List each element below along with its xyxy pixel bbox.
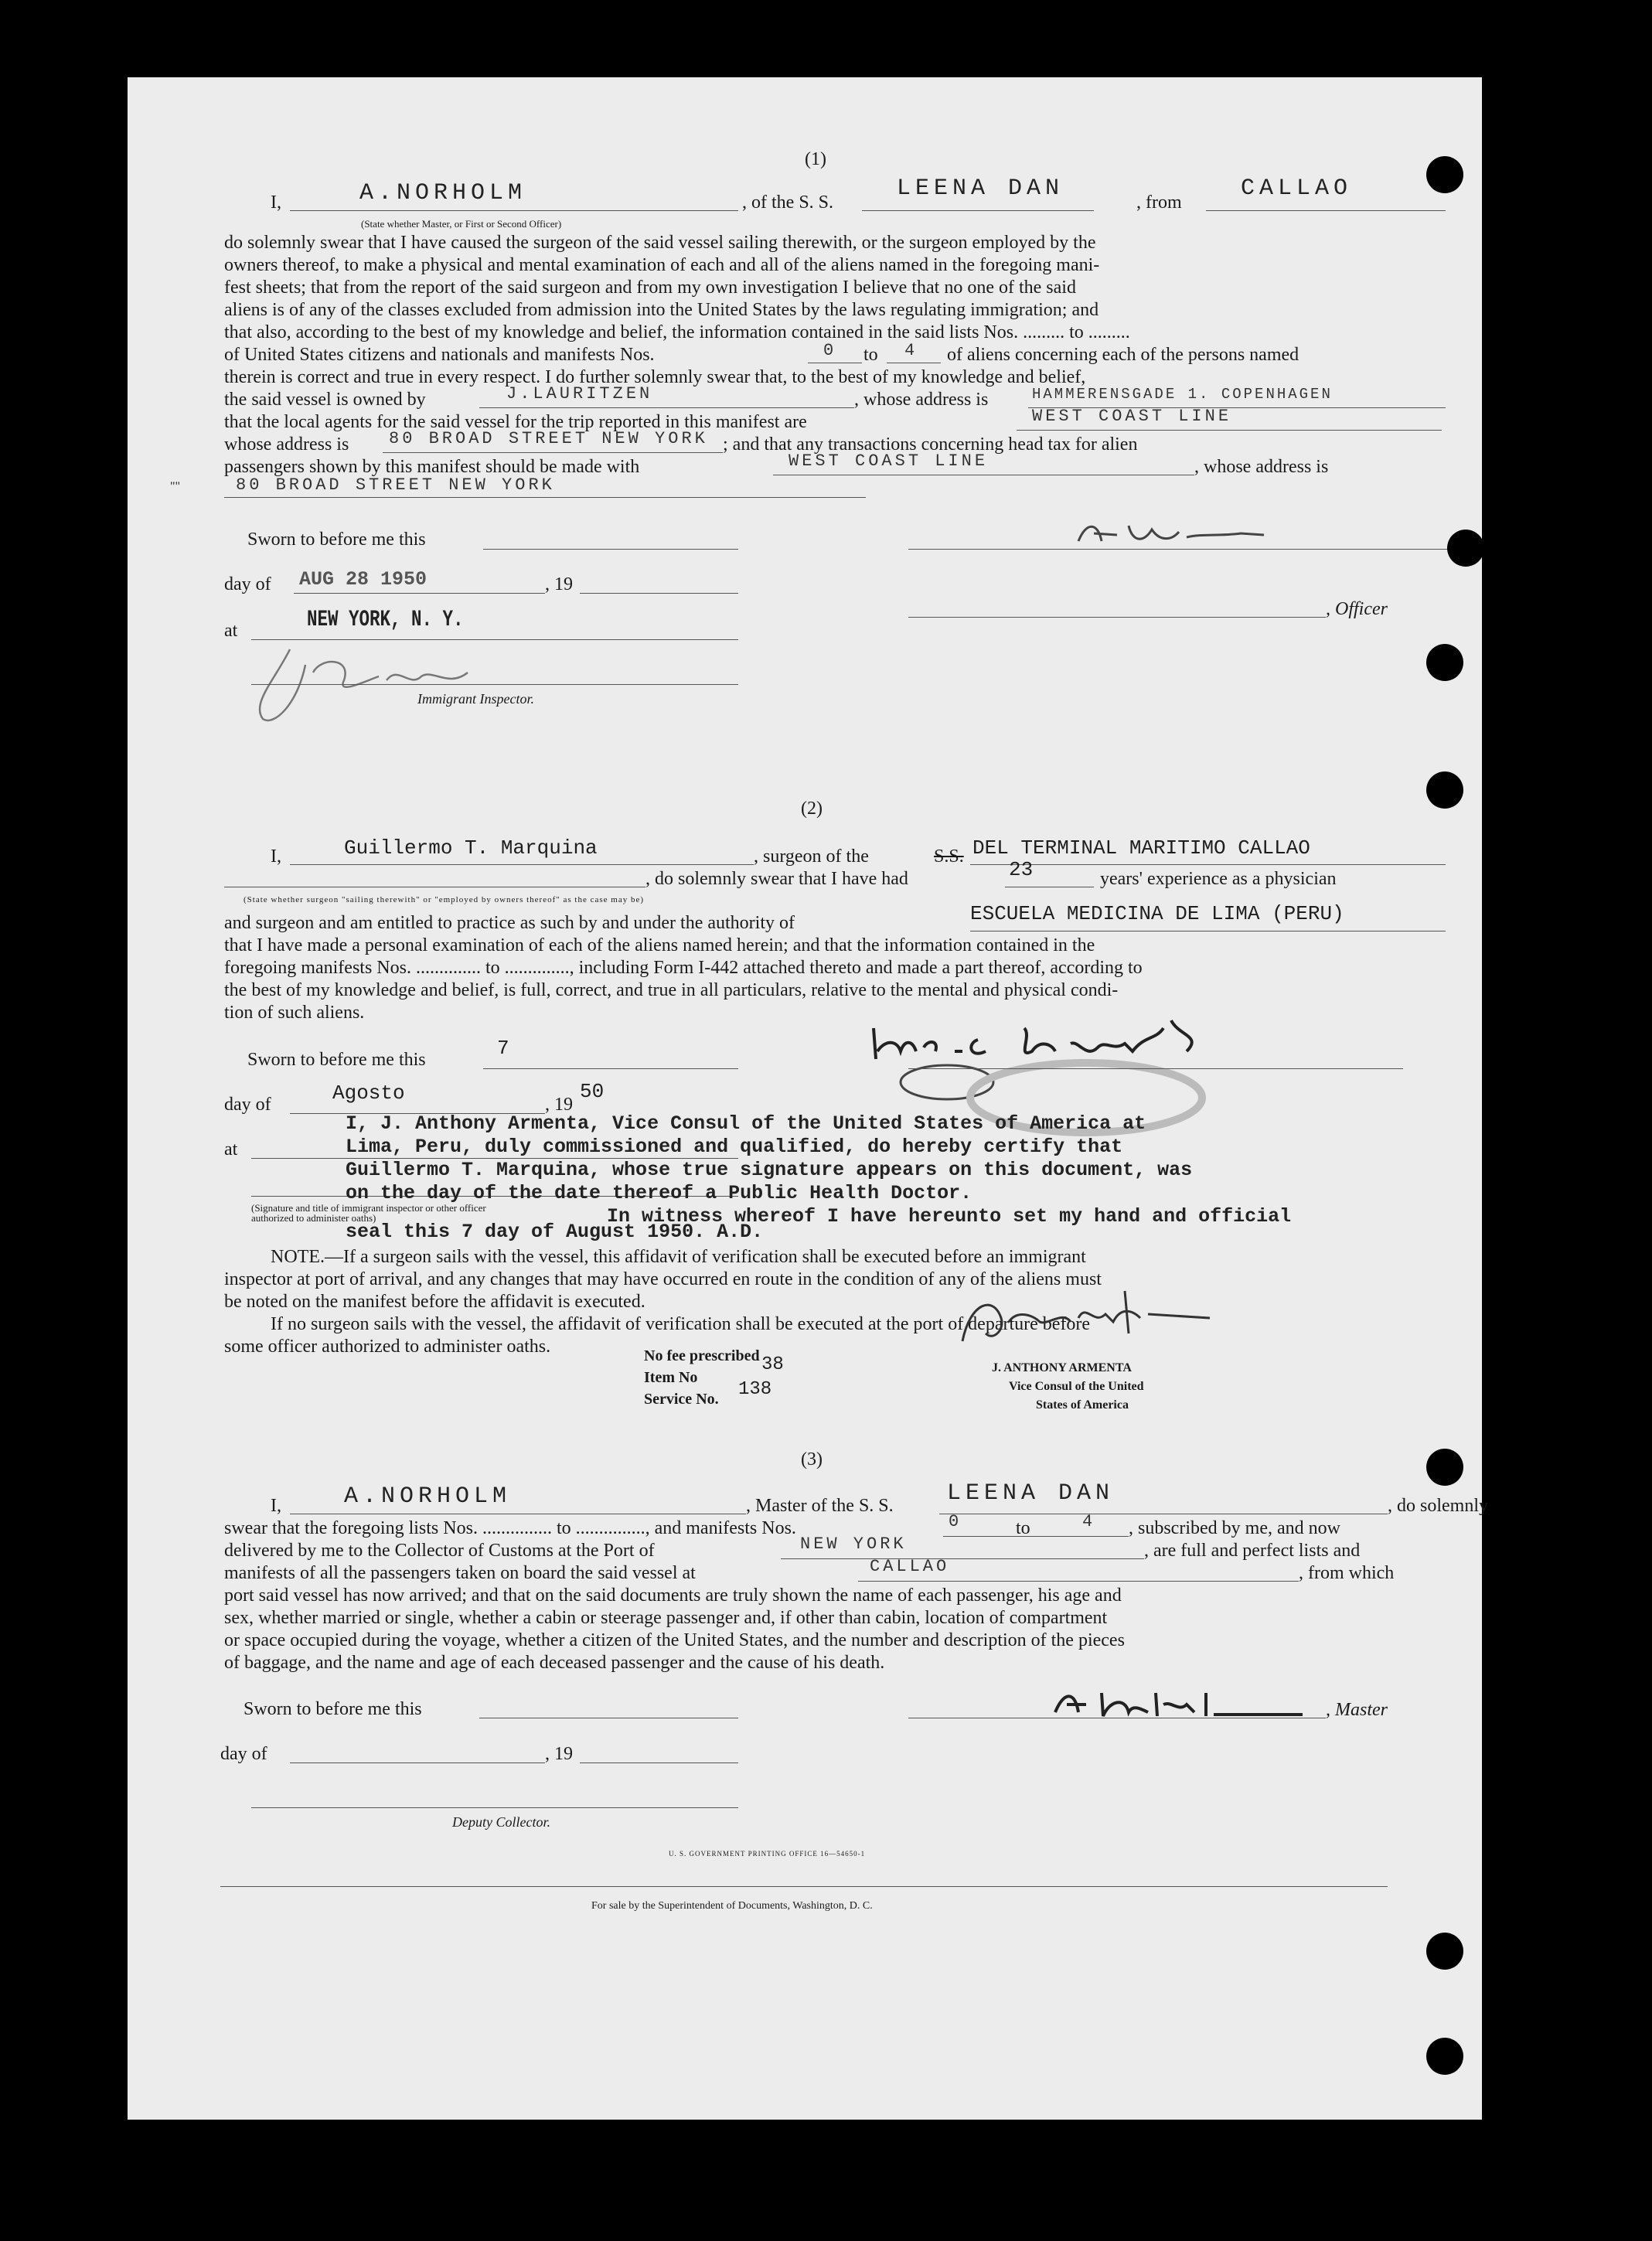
fill-line [858,1581,1299,1582]
service-label: Service No. [644,1391,719,1408]
punch-hole [1426,1449,1463,1486]
body-line: therein is correct and true in every respect. I do further solemnly swear that, to the best of my knowledge and belief, [224,367,1086,387]
note-line: NOTE.—If a surgeon sails with the vessel, this affidavit of verification shall be executed before an immigrant [271,1247,1086,1267]
body-line: that the local agents for the said vessel for the trip reported in this manifest are [224,412,807,432]
line5: the best of my knowledge and belief, is full, correct, and true in all particulars, relative to the mental and physical condi- [224,980,1119,1000]
fill-line [224,497,866,498]
body-line: owners thereof, to make a physical and mental examination of each and all of the aliens named in the foregoing mani- [224,255,1100,275]
fill-line [580,593,738,594]
deputy-label: Deputy Collector. [452,1814,550,1830]
consul-text-line: seal this 7 day of August 1950. A.D. [346,1221,764,1243]
fill-line [970,864,1446,865]
headtax-address: 80 BROAD STREET NEW YORK [236,475,555,495]
had-label: , do solemnly swear that I have had [645,869,908,889]
master-label: , Master [1326,1700,1388,1720]
agents-address: 80 BROAD STREET NEW YORK [389,429,708,448]
section-1-number: (1) [805,149,826,169]
body-line: passengers shown by this manifest should be made with [224,457,640,477]
day-of-label: day of [220,1744,267,1764]
body-line: fest sheets; that from the report of the said surgeon and from my own investigation I believe that no one of the said [224,278,1076,298]
i-label: I, [271,1496,281,1516]
line2a: swear that the foregoing lists Nos. ............... to ..............., and manifests Nos. [224,1518,796,1538]
fill-line [580,1762,738,1763]
master-name: A.NORHOLM [344,1483,512,1510]
i-label: I, [271,192,281,213]
line4b: , from which [1299,1563,1395,1583]
sworn-day: 7 [497,1037,509,1060]
owner-name: J.LAURITZEN [506,384,653,404]
sworn-label: Sworn to before me this [247,1050,426,1070]
month: Agosto [332,1081,405,1105]
fill-line [908,549,1449,550]
fill-line [1206,210,1446,211]
fill-line [862,210,1094,211]
fill-line [908,617,1326,618]
fill-line [483,549,738,550]
man-from: 0 [949,1512,962,1531]
manifest-to: 4 [904,341,918,360]
ship-name: LEENA DAN [947,1480,1115,1507]
section-2-number: (2) [801,799,823,819]
body-line: or space occupied during the voyage, whether a citizen of the United States, and the number and description of the pieces [224,1630,1125,1650]
note-line: some officer authorized to administer oaths. [224,1337,551,1357]
surgeon-of: , surgeon of the [754,846,869,867]
body-line: aliens is of any of the classes excluded from admission into the United States by the laws regulating immigration; and [224,300,1099,320]
fill-line [251,1807,738,1808]
consul-signature [947,1279,1241,1357]
state-note: (State whether Master, or First or Second Officer) [361,218,562,230]
margin-mark: "" [170,480,181,493]
to-label: to [1016,1518,1030,1538]
sale-note: For sale by the Superintendent of Documents, Washington, D. C. [591,1900,873,1912]
body-line: of United States citizens and nationals and manifests Nos. [224,345,655,365]
body-line: do solemnly swear that I have caused the surgeon of the said vessel sailing therewith, or the surgeon employed by the [224,233,1096,253]
boarded-at: CALLAO [870,1557,950,1576]
agents: WEST COAST LINE [1032,407,1232,426]
line4: foregoing manifests Nos. .............. to .............., including Form I-442 attached thereto and made a part thereof, according to [224,958,1143,978]
surgeon-name: Guillermo T. Marquina [344,836,598,860]
master-signature [1055,510,1403,557]
consul-text-line: In witness whereof I have hereunto set my hand and official [607,1205,1292,1228]
year-suffix: 50 [580,1080,605,1103]
sig-note: (Signature and title of immigrant inspector or other officer authorized to administer oaths) [251,1202,486,1224]
sworn-label: Sworn to before me this [244,1699,422,1719]
punch-hole [1447,530,1484,567]
line2: and surgeon and am entitled to practice as such by and under the authority of [224,913,795,933]
inspector-label: Immigrant Inspector. [417,691,534,707]
sworn-label: Sworn to before me this [247,530,426,550]
fill-line [908,1068,1403,1069]
consul-text-line: I, J. Anthony Armenta, Vice Consul of the United States of America at [346,1112,1146,1135]
port-from: CALLAO [1241,175,1353,202]
punch-hole [1426,156,1463,193]
owner-address: HAMMERENSGADE 1. COPENHAGEN [1032,386,1333,403]
printing-office: U. S. GOVERNMENT PRINTING OFFICE 16—54650-1 [669,1850,866,1858]
port: NEW YORK [800,1534,907,1554]
body-line: port said vessel has now arrived; and that on the said documents are truly shown the name of each passenger, his age and [224,1585,1122,1606]
fill-line [290,864,754,865]
line3a: delivered by me to the Collector of Customs at the Port of [224,1541,655,1561]
at-label: at [224,1139,238,1160]
consul-stamp-line: Vice Consul of the United [1009,1380,1144,1393]
master-name: A.NORHOLM [359,180,527,206]
line3: that I have made a personal examination of each of the aliens named herein; and that the information contained in the [224,935,1095,955]
fill-line [943,1536,1129,1537]
solemnly: , do solemnly [1388,1496,1488,1516]
punch-hole [1426,771,1463,809]
at-label: at [224,621,238,641]
consul-text-line: Lima, Peru, duly commissioned and qualified, do hereby certify that [346,1136,1123,1158]
consul-stamp-line: J. ANTHONY ARMENTA [992,1361,1132,1374]
ss-label: , of the S. S. [742,192,834,213]
consul-text-line: Guillermo T. Marquina, whose true signature appears on this document, was [346,1159,1193,1181]
note-line: inspector at port of arrival, and any changes that may have occurred en route in the condition of any of the aliens must [224,1269,1102,1289]
fill-line [290,210,738,211]
headtax-with: WEST COAST LINE [789,451,989,471]
day-of-label: day of [224,1095,271,1115]
day-of-label: day of [224,574,271,594]
to-label: to [863,345,878,365]
punch-hole [1426,1933,1463,1970]
document-page [128,77,1488,2120]
fill-line [294,593,545,594]
headtax-tail: , whose address is [1194,457,1329,477]
year-label: , 19 [545,574,573,594]
note-line: If no surgeon sails with the vessel, the affidavit of verification shall be executed at the port of departure before [271,1314,1091,1334]
institution: DEL TERMINAL MARITIMO CALLAO [972,836,1310,860]
year-label: , 19 [545,1744,573,1764]
footer-rule [220,1886,1388,1887]
master-of: , Master of the S. S. [746,1496,894,1516]
fee-label: No fee prescribed [644,1347,760,1364]
officer-label: , Officer [1326,599,1388,619]
fill-line [383,452,723,453]
body-line: whose address is [224,434,349,455]
year-label: , 19 [545,1095,573,1115]
authority: ESCUELA MEDICINA DE LIMA (PERU) [970,902,1344,925]
line4a: manifests of all the passengers taken on board the said vessel at [224,1563,696,1583]
consul-stamp-line: States of America [1036,1398,1129,1412]
fill-line [290,1762,545,1763]
line6: tion of such aliens. [224,1003,365,1023]
note-line: be noted on the manifest before the affidavit is executed. [224,1292,645,1312]
owner-address-label: , whose address is [854,390,989,410]
body-line: the said vessel is owned by [224,390,426,410]
body-line: that also, according to the best of my knowledge and belief, the information contained in the said lists Nos. ......... to ......... [224,322,1130,342]
state-note: (State whether surgeon "sailing therewith" or "employed by owners thereof" as the case may be) [244,895,645,904]
manifest-tail: of aliens concerning each of the persons named [947,345,1299,365]
years-tail: years' experience as a physician [1100,869,1337,889]
ship-name: LEENA DAN [897,175,1064,202]
punch-hole [1426,2038,1463,2075]
manifest-from: 0 [823,341,837,360]
fill-line [251,684,738,685]
years-value: 23 [1009,858,1034,881]
struck-ss: S.S. [934,846,964,867]
fill-line [483,1068,738,1069]
place-stamp: NEW YORK, N. Y. [307,607,464,633]
fill-line [1017,430,1442,431]
item-label: Item No [644,1369,698,1386]
from-label: , from [1136,192,1182,213]
item-no: 38 [761,1354,784,1375]
consul-text-line: on the day of the date thereof a Public Health Doctor. [346,1182,972,1204]
fill-line [479,407,854,408]
body-line: of baggage, and the name and age of each deceased passenger and the cause of his death. [224,1653,885,1673]
line2b: , subscribed by me, and now [1129,1518,1340,1538]
surgeon-signature [839,1005,1272,1129]
service-no: 138 [738,1379,772,1400]
punch-hole [1426,644,1463,681]
date-stamp: AUG 28 1950 [299,568,427,591]
agents-tail: ; and that any transactions concerning head tax for alien [723,434,1138,455]
i-label: I, [271,846,281,867]
line3b: , are full and perfect lists and [1144,1541,1361,1561]
section-3-number: (3) [801,1449,823,1470]
man-to: 4 [1082,1512,1096,1531]
body-line: sex, whether married or single, whether a cabin or steerage passenger and, if other than cabin, location of compartment [224,1608,1108,1628]
fill-line [781,1558,1144,1559]
